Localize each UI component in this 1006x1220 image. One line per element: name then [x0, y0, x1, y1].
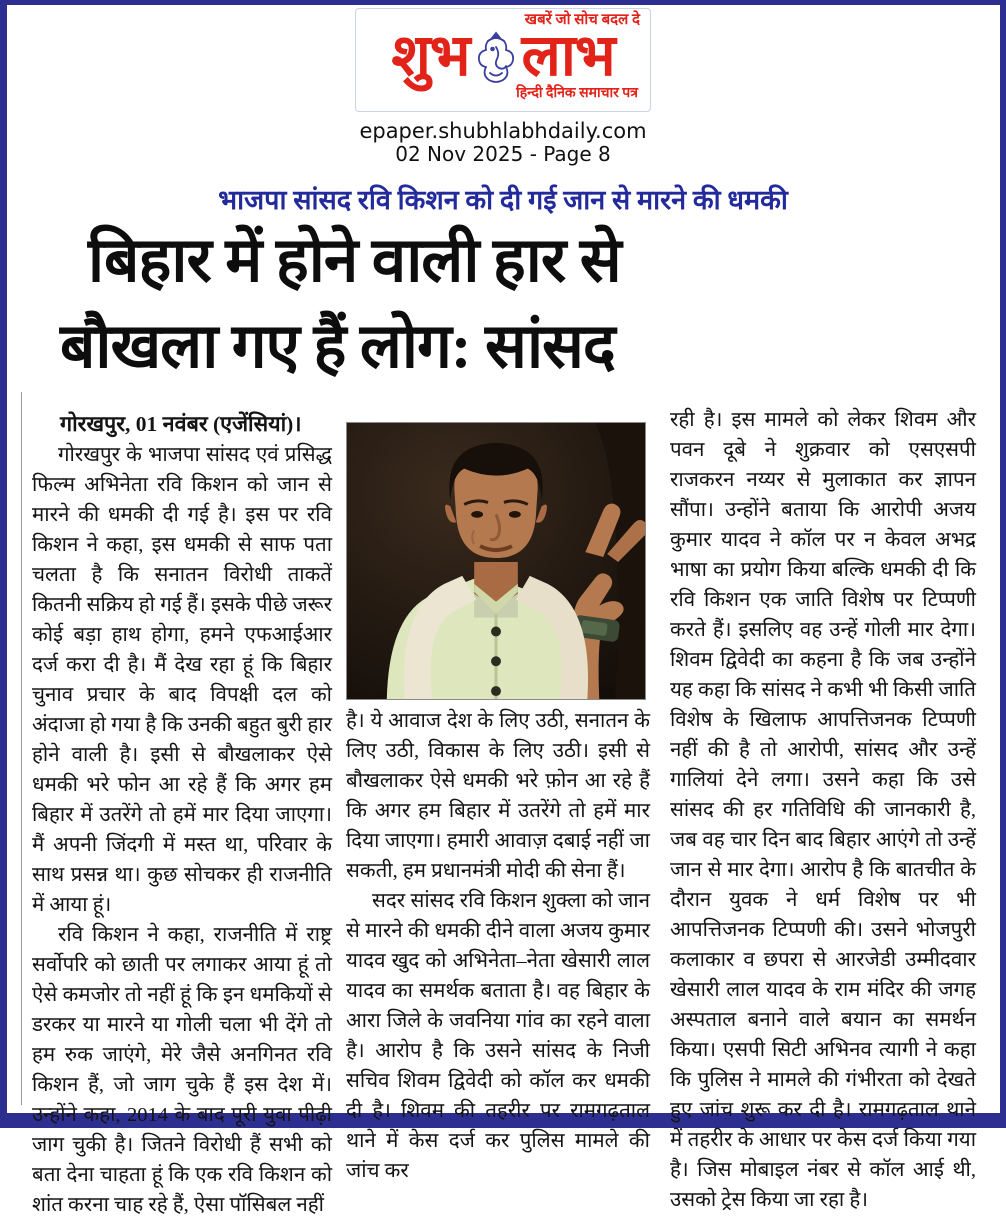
- article-column-1: [32, 408, 332, 1220]
- article-headline: [60, 218, 960, 390]
- logo-word-shubh: शुभ: [391, 23, 470, 88]
- masthead-logo-row: [364, 25, 642, 87]
- ravi-kishan-photo: [346, 422, 646, 700]
- body-paragraph: रवि किशन ने कहा, राजनीति में राष्ट्र सर्वोपरि को छाती पर लगाकर आया हूं तो ऐसे कमजोर तो नहीं हूं कि इन धमकियों से डरकर या मारने या गोली चला भी देंगे तो हम रुक जाएंगे, मेरे जैसे अनगिनत रवि किशन हैं, जो जाग चुके हैं इस देश में। उन्होंने कहा, 2014 के बाद पूरी युवा पीढ़ी जाग चुकी है। जितने विरोधी हैं सभी को बता देना चाहता हूं कि एक रवि किशन को शांत करना चाह रहे हैं, ऐसा पॉसिबल नहीं: [32, 924, 332, 1216]
- headline-line-1: बिहार में होने वाली हार से: [88, 227, 621, 295]
- logo-word-labh: लाभ: [521, 23, 615, 88]
- body-paragraph: रही है। इस मामले को लेकर शिवम और पवन दूबे ने शुक्रवार को एसएसपी राजकरन नय्यर से मुलाकात कर ज्ञापन सौंपा। उन्होंने बताया कि आरोपी अजय कुमार यादव ने कॉल पर न केवल अभद्र भाषा का प्रयोग किया बल्कि धमकी दी कि रवि किशन एक जाति विशेष पर टिप्पणी करते हैं। इसलिए वह उन्हें गोली मार देगा। शिवम द्विवेदी का कहना है कि जब उन्होंने यह कहा कि सांसद ने कभी भी किसी जाति विशेष के खिलाफ आपत्तिजनक टिप्पणी नहीं की है तो आरोपी, सांसद और उन्हें गालियां देने लगा। उसने कहा कि उसे सांसद की हर गतिविधि की जानकारी है, जब वह चार दिन बाद बिहार आएंगे तो उन्हें जान से मार देगा। आरोप है कि बातचीत के दौरान युवक ने धर्म विशेष पर भी आपत्तिजनक टिप्पणी की। उसने भोजपुरी कलाकार व छपरा से आरजेडी उम्मीदवार खेसारी लाल यादव के राम मंदिर की जगह अस्पताल बनाने वाले बयान का समर्थन किया। एसपी सिटी अभिनव त्यागी ने कहा कि पुलिस ने मामले की गंभीरता को देखते हुए जांच शुरू कर दी है। रामगढ़ताल थाने में तहरीर के आधार पर केस दर्ज किया गया है। जिस मोबाइल नंबर से कॉल आई थी, उसको ट्रेस किया जा रहा है।: [670, 409, 976, 1211]
- body-paragraph: सदर सांसद रवि किशन शुक्ला को जान से मारने की धमकी दीने वाला अजय कुमार यादव खुद को अभिनेता–नेता खेसारी लाल यादव का समर्थक बताता है। वह बिहार के आरा जिले के जवनिया गांव का रहने वाला है। आरोप है कि उसने सांसद के निजी सचिव शिवम द्विवेदी को कॉल कर धमकी दी है। शिवम की तहरीर पर रामगढ़ताल थाने में केस दर्ज कर पुलिस मामले की जांच कर: [346, 890, 650, 1182]
- body-paragraph: गोरखपुर के भाजपा सांसद एवं प्रसिद्ध फिल्म अभिनेता रवि किशन को जान से मारने की धमकी दी गई है। इस पर रवि किशन ने कहा, इस धमकी से साफ पता चलता है कि सनातन विरोधी ताकतें कितनी सक्रिय हो गई हैं। इसके पीछे जरूर कोई बड़ा हाथ होगा, हमने एफआईआर दर्ज करा दी है। मैं देख रहा हूं कि बिहार चुनाव प्रचार के बाद विपक्षी दल को अंदाजा हो गया है कि उनकी बहुत बुरी हार होने वाली है। इसी से बौखलाकर ऐसे धमकी भरे फोन आ रहे हैं कि अगर हम बिहार में उतरेंगे तो हमें मार दिया जाएगा। मैं अपनी जिंदगी में मस्त था, परिवार के साथ प्रसन्न था। कुछ सोचकर ही राजनीति में आया हूं।: [32, 444, 332, 916]
- article-kicker: भाजपा सांसद रवि किशन को दी गई जान से मारने की धमकी: [218, 185, 788, 215]
- page-border-right: [1000, 0, 1006, 1128]
- page-border-top: [0, 0, 1006, 5]
- masthead-tagline-top: खबरें जो सोच बदल दे: [524, 12, 640, 28]
- article-column-3: [670, 405, 976, 1215]
- edition-date-page: 02 Nov 2025 - Page 8: [395, 142, 611, 166]
- dateline: गोरखपुर, 01 नवंबर (एजेंसियां)।: [60, 412, 302, 436]
- body-paragraph: है। ये आवाज देश के लिए उठी, सनातन के लिए उठी, विकास के लिए उठी। इसी से बौखलाकर ऐसे धमकी भरे फ़ोन आ रहे हैं कि अगर हम बिहार में उतरेंगे तो हमें मार दिया जाएगा। हमारी आवाज़ दबाई नहीं जा सकती, हम प्रधानमंत्री मोदी की सेना हैं।: [346, 710, 650, 882]
- masthead-tagline-bottom: हिन्दी दैनिक समाचार पत्र: [516, 86, 638, 101]
- headline-line-2: बौखला गए हैं लोग: सांसद: [60, 313, 615, 381]
- ganesha-icon: [474, 29, 518, 87]
- article-column-2: [346, 408, 650, 1186]
- column-rule: [21, 392, 22, 1105]
- epaper-website: epaper.shubhlabhdaily.com: [359, 119, 647, 143]
- page-border-left: [0, 0, 7, 1128]
- masthead-logo-box: [355, 8, 651, 112]
